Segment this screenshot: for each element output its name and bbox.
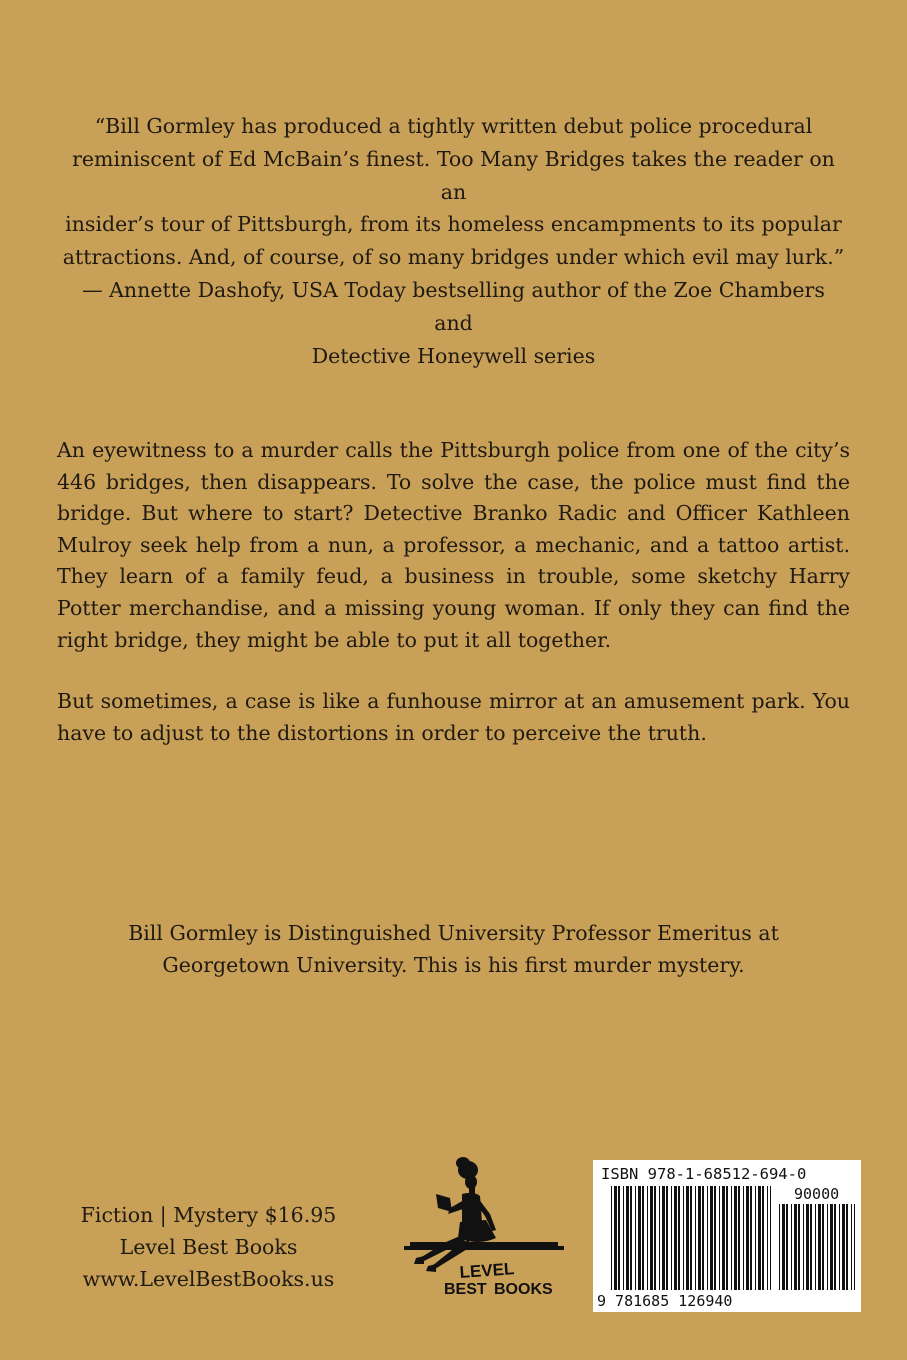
isbn-label: ISBN 978-1-68512-694-0 — [601, 1165, 807, 1183]
addon-barcode-bars — [779, 1204, 855, 1290]
publisher-name: Level Best Books — [119, 1235, 298, 1259]
bio-line: Bill Gormley is Distinguished University Professor Emeritus at — [128, 921, 779, 945]
synopsis — [57, 435, 850, 779]
ean-digits: 9 781685 126940 — [597, 1292, 733, 1310]
logo-graphic — [398, 1150, 568, 1295]
quote-attribution: — Annette Dashofy, USA Today bestselling author of the Zoe Chambers and — [82, 277, 825, 335]
author-bio — [70, 917, 837, 981]
logo-word-best: BEST — [444, 1281, 487, 1295]
logo-wordmark — [444, 1259, 553, 1295]
reading-woman-icon — [404, 1157, 564, 1272]
synopsis-paragraph-1: An eyewitness to a murder calls the Pittsburgh police from one of the city’s 446 bridges, then disappears. To solve the case, the police must find the bridge. But where to start? Detective Branko Radic and Officer Kathleen Mulroy seek help from a nun, a professor, a mechanic, and a tattoo artist. They learn of a family feud, a business in trouble, some sketchy Harry Potter merchandise, and a missing young woman. If only they can find the right bridge, they might be able to put it all together. — [57, 438, 850, 652]
level-best-books-logo — [398, 1150, 568, 1295]
price-code: 90000 — [794, 1185, 840, 1203]
main-barcode-bars — [611, 1186, 771, 1290]
quote-line: attractions. And, of course, of so many bridges under which evil may lurk.” — [62, 245, 845, 270]
category-price: Fiction | Mystery $16.95 — [80, 1203, 337, 1227]
logo-word-level: LEVEL — [458, 1259, 515, 1282]
bio-line: Georgetown University. This is his first murder mystery. — [162, 953, 745, 977]
publisher-website: www.LevelBestBooks.us — [82, 1267, 335, 1291]
synopsis-paragraph-2: But sometimes, a case is like a funhouse mirror at an amusement park. You have to adjust to the distortions in order to perceive the truth. — [57, 689, 850, 745]
endorsement-quote — [60, 110, 847, 372]
barcode-graphic — [593, 1160, 861, 1312]
publisher-info — [60, 1199, 357, 1295]
isbn-barcode — [593, 1160, 861, 1312]
logo-word-books: BOOKS — [494, 1281, 553, 1295]
quote-line: insider’s tour of Pittsburgh, from its homeless encampments to its popular — [65, 212, 842, 237]
quote-line: reminiscent of Ed McBain’s finest. Too Many Bridges takes the reader on an — [72, 146, 835, 204]
quote-line: “Bill Gormley has produced a tightly written debut police procedural — [94, 114, 813, 138]
quote-attribution: Detective Honeywell series — [311, 343, 596, 368]
